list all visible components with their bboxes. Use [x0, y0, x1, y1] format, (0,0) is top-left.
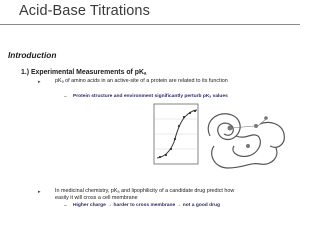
residue-marker: [246, 144, 250, 148]
data-point: [170, 148, 172, 150]
residue-marker: [228, 126, 233, 131]
protein-structure-figure: [200, 106, 292, 174]
residue-marker: [254, 124, 258, 128]
data-point: [165, 154, 167, 156]
protein-backbone: [208, 114, 240, 140]
data-point: [183, 116, 185, 118]
titration-curve-figure: [152, 102, 200, 166]
section-heading: Introduction: [8, 50, 57, 60]
data-point: [178, 125, 180, 127]
data-point: [189, 112, 191, 114]
data-point: [159, 156, 161, 158]
arrow-bullet-icon: ▸: [38, 79, 41, 85]
dash-bullet-icon: –: [64, 203, 67, 209]
sub-bullet-perturb: Protein structure and environment significantly perturb pKₐ values: [73, 94, 228, 99]
sub-bullet-charge: Higher charge → harder to cross membrane → not a good drug: [73, 203, 221, 208]
slide-title: Acid-Base Titrations: [19, 3, 150, 19]
bullet-active-site: pKₐ of amino acids in an active-site of a protein are related to its function: [55, 78, 228, 84]
main-point: 1.) Experimental Measurements of pKₐ: [21, 69, 147, 76]
title-divider: [0, 24, 300, 25]
protein-tail: [260, 122, 284, 147]
data-point: [194, 110, 196, 112]
data-point: [174, 138, 176, 140]
label-line: [232, 126, 254, 128]
bullet-medicinal-line2: easily it will cross a cell membrane: [55, 195, 138, 201]
arrow-bullet-icon: ▸: [38, 189, 41, 195]
bullet-medicinal-line1: In medicinal chemistry, pKₐ and lipophilicity of a candidate drug predict how: [55, 188, 235, 194]
dash-bullet-icon: –: [64, 94, 67, 100]
